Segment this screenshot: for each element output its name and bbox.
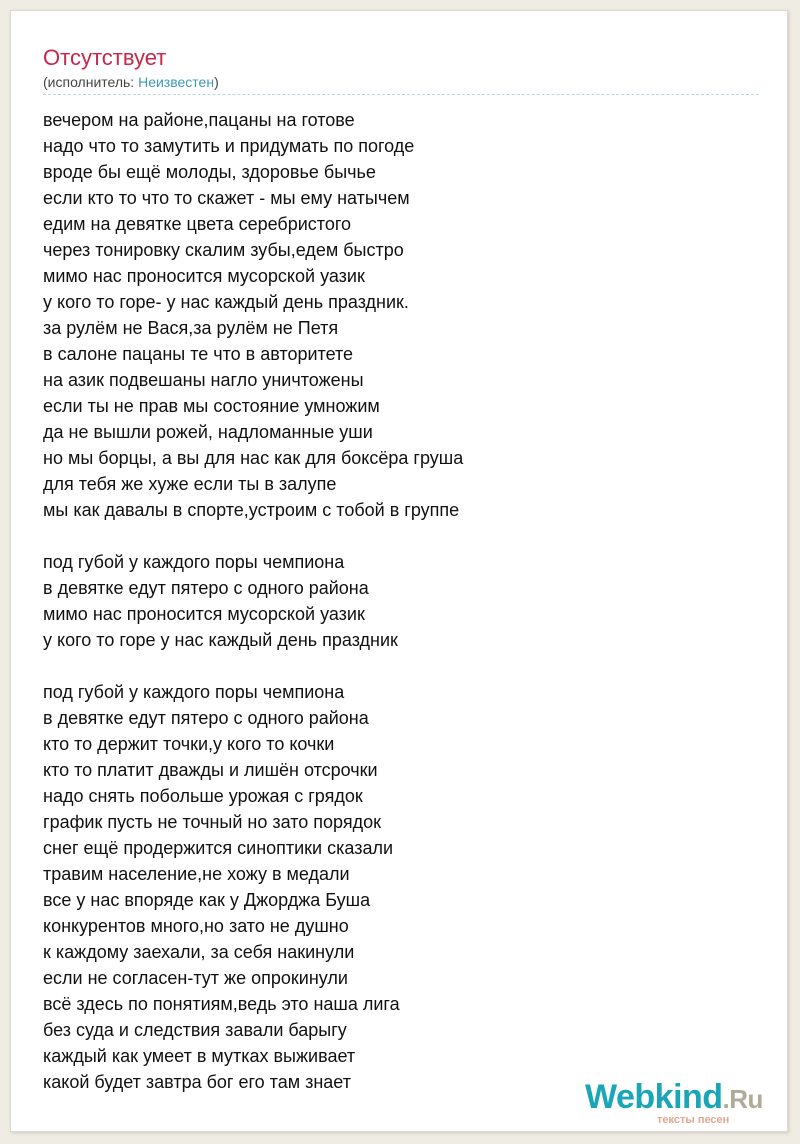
lyric-line: к каждому заехали, за себя накинули bbox=[43, 942, 355, 962]
lyric-line: мы как давалы в спорте,устроим с тобой в группе bbox=[43, 500, 460, 520]
site-logo[interactable] bbox=[585, 1077, 785, 1133]
lyric-line: какой будет завтра бог его там знает bbox=[43, 1072, 351, 1092]
lyrics-page bbox=[10, 10, 788, 1132]
artist-prefix: (исполнитель: bbox=[43, 74, 139, 90]
artist-link[interactable]: Неизвестен bbox=[138, 74, 215, 90]
lyric-line: для тебя же хуже если ты в залупе bbox=[43, 474, 337, 494]
lyric-line: но мы борцы, а вы для нас как для боксёра груша bbox=[43, 448, 464, 468]
lyric-line: конкурентов много,но зато не душно bbox=[43, 916, 349, 936]
lyric-line: через тонировку скалим зубы,едем быстро bbox=[43, 240, 404, 260]
lyric-line: в девятке едут пятеро с одного района bbox=[43, 708, 369, 728]
lyric-line: под губой у каждого поры чемпиона bbox=[43, 682, 345, 702]
lyric-line: да не вышли рожей, надломанные уши bbox=[43, 422, 373, 442]
lyric-line: в девятке едут пятеро с одного района bbox=[43, 578, 369, 598]
lyric-line: все у нас впоряде как у Джорджа Буша bbox=[43, 890, 371, 910]
lyric-line: график пусть не точный но зато порядок bbox=[43, 812, 381, 832]
lyrics-body bbox=[43, 107, 763, 1095]
lyric-line: едим на девятке цвета серебристого bbox=[43, 214, 352, 234]
lyric-line: под губой у каждого поры чемпиона bbox=[43, 552, 345, 572]
stanza-break bbox=[43, 523, 763, 549]
lyric-line: снег ещё продержится синоптики сказали bbox=[43, 838, 394, 858]
lyric-line: надо что то замутить и придумать по погоде bbox=[43, 136, 415, 156]
lyric-line: надо снять побольше урожая с грядок bbox=[43, 786, 363, 806]
lyric-line: если кто то что то скажет - мы ему натычем bbox=[43, 188, 410, 208]
title-divider bbox=[43, 94, 759, 95]
lyric-line: если не согласен-тут же опрокинули bbox=[43, 968, 348, 988]
lyric-line: кто то держит точки,у кого то кочки bbox=[43, 734, 335, 754]
logo-main-text: Webkind bbox=[585, 1078, 723, 1116]
lyric-line: каждый как умеет в мутках выживает bbox=[43, 1046, 356, 1066]
stanza-break bbox=[43, 653, 763, 679]
lyric-line: у кого то горе у нас каждый день праздник bbox=[43, 630, 398, 650]
lyric-line: если ты не прав мы состояние умножим bbox=[43, 396, 380, 416]
lyric-line: мимо нас проносится мусорской уазик bbox=[43, 604, 365, 624]
lyric-line: вроде бы ещё молоды, здоровье бычье bbox=[43, 162, 376, 182]
lyric-line: кто то платит дважды и лишён отсрочки bbox=[43, 760, 378, 780]
lyric-line: всё здесь по понятиям,ведь это наша лига bbox=[43, 994, 400, 1014]
logo-domain-text: .Ru bbox=[722, 1084, 763, 1114]
lyric-line: вечером на районе,пацаны на готове bbox=[43, 110, 355, 130]
artist-suffix: ) bbox=[214, 74, 219, 90]
artist-line bbox=[43, 73, 219, 91]
song-title: Отсутствует bbox=[43, 45, 167, 70]
lyric-line: у кого то горе- у нас каждый день праздник. bbox=[43, 292, 409, 312]
lyric-line: травим население,не хожу в медали bbox=[43, 864, 350, 884]
lyric-line: за рулём не Вася,за рулём не Петя bbox=[43, 318, 339, 338]
lyric-line: в салоне пацаны те что в авторитете bbox=[43, 344, 354, 364]
lyric-line: на азик подвешаны нагло уничтожены bbox=[43, 370, 364, 390]
lyric-line: без суда и следствия завали барыгу bbox=[43, 1020, 347, 1040]
logo-wordmark bbox=[585, 1077, 763, 1119]
lyric-line: мимо нас проносится мусорской уазик bbox=[43, 266, 365, 286]
logo-tagline: тексты песен bbox=[657, 1114, 730, 1126]
